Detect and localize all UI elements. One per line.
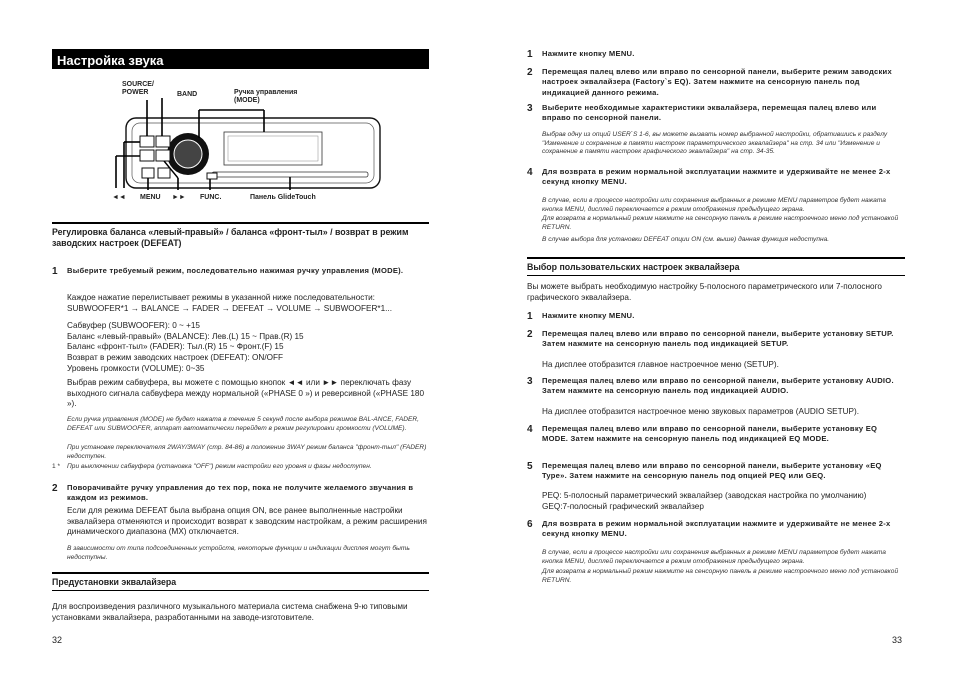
step-4	[527, 167, 905, 189]
user-eq-intro: Вы можете выбрать необходимую настройку 5-полосного параметрического или 7-полосного графического эквалайзера.	[527, 282, 882, 302]
step-text: Перемещая палец влево или вправо по сенсорной панели, выберите установку «EQ Type». Затем нажмите на сенсорную панель под опцией PEQ или GEQ.	[542, 461, 882, 481]
step-text: Нажмите кнопку MENU.	[542, 311, 635, 320]
step-3	[527, 103, 905, 125]
step-number: 3	[527, 103, 533, 114]
knob-label: Ручка управления (MODE)	[234, 89, 298, 105]
next-icon: ►►	[172, 194, 186, 201]
step-number: 3	[527, 376, 533, 387]
step-2	[527, 67, 905, 99]
step-number: 5	[527, 461, 533, 472]
step-number: 1	[527, 311, 533, 322]
step-6	[527, 519, 905, 541]
mode-ranges	[67, 321, 429, 374]
page-number: 32	[52, 635, 63, 645]
range-item: Баланс «фронт-тыл» (FADER): Тыл.(R) 15 ~ Фронт.(F) 15	[67, 342, 284, 352]
step-1	[527, 311, 905, 323]
step-text: Перемещая палец влево или вправо по сенсорной панели, выберите установку EQ MODE. Затем нажмите на сенсорную панель под индикацией EQ MODE.	[542, 424, 878, 444]
step-text: Перемещая палец влево или вправо по сенсорной панели, выберите режим заводских настроек эквалайзера (Factory`s EQ). Затем нажмите на сенсорную панель под индикацией данного режима.	[542, 67, 892, 97]
step-5	[527, 461, 905, 517]
step-number: 1	[52, 266, 58, 277]
menu-label: MENU	[140, 194, 161, 201]
preset-text: Для воспроизведения различного музыкального материала система снабжена 9-ю типовыми установками эквалайзера, разработанными на заводе-изготовителе.	[52, 602, 408, 622]
note-mode-timeout: Если ручка управления (MODE) не будет нажата в течение 5 секунд после выбора режимов BAL-ANCE, FADER, DEFEAT или SUBWOOFER, аппарат автоматически перейдет в режим регулировки громкости (VOLUME).	[67, 416, 419, 432]
step-extra: На дисплее отобразится настроечное меню звуковых параметров (AUDIO SETUP).	[542, 407, 860, 416]
step-number: 6	[527, 519, 533, 530]
step-number: 4	[527, 424, 533, 435]
step-2	[527, 329, 905, 373]
note-user-presets: Выбрав одну из опций USER`S 1-6, вы можете вызвать номер выбранной настройки, обратившись к разделу "Изменение и сохранение в памяти настроек параметрического эквалайзера" на стр. 34 или "Изменение и сохранение в памяти настроек графического эквалайзера" на стр. 34-35.	[542, 131, 888, 156]
step-text: Для возврата в режим нормальной эксплуатации нажмите и удерживайте не менее 2-х секунд кнопку MENU.	[542, 167, 891, 187]
preset-heading: Предустановки эквалайзера	[52, 577, 177, 587]
step-text: Поворачивайте ручку управления до тех пор, пока не получите желаемого звучания в каждом из режимов.	[67, 483, 414, 503]
mode-sequence: Каждое нажатие перелистывает режимы в указанной ниже последовательности: SUBWOOFER*1 → BALANCE → FADER → DEFEAT → VOLUME → SUBWOOFER*1...	[67, 293, 392, 313]
step-extra: PEQ: 5-полосный параметрический эквалайзер (заводская настройка по умолчанию) GEQ:7-полосный графический эквалайзер	[542, 491, 867, 511]
step-number: 2	[527, 67, 533, 78]
defeat-paragraph: Если для режима DEFEAT была выбрана опция ON, все ранее выполненные настройки эквалайзера отменяются и происходит возврат к заводским настройкам, а режим расширения динамического диапазона (MX) отключается.	[67, 506, 427, 537]
footnote: При выключении сабвуфера (установка "OFF") режим настройки его уровня и фазы недоступен.	[67, 463, 372, 470]
step-number: 2	[52, 483, 58, 494]
divider	[52, 590, 429, 591]
divider	[527, 257, 905, 259]
note-compatibility: В зависимости от типа подсоединенных устройств, некоторые функции и индикации дисплея могут быть недоступны.	[67, 545, 410, 561]
glidetouch-label: Панель GlideTouch	[250, 194, 316, 201]
func-label: FUNC.	[200, 194, 222, 201]
page-right	[477, 0, 954, 674]
range-item: Возврат в режим заводских настроек (DEFEAT): ON/OFF	[67, 352, 283, 362]
step-text: Выберите необходимые характеристики эквалайзера, перемещая палец влево или вправо по сенсорной панели.	[542, 103, 877, 123]
note-glidetouch-return: Для возврата в нормальный режим нажмите на сенсорную панель в режиме настроечного меню под установкой RETURN.	[542, 215, 899, 231]
balance-subheading: Регулировка баланса «левый-правый» / баланса «фронт-тыл» / возврат в режим заводских настроек (DEFEAT)	[52, 227, 409, 249]
step-2	[52, 483, 429, 507]
step-text: Перемещая палец влево или вправо по сенсорной панели, выберите установку SETUP. Затем нажмите на сенсорную панель под индикацией SETUP.	[542, 329, 894, 349]
step-number: 1	[527, 49, 533, 60]
note-defeat: В случае выбора для установки DEFEAT опции ON (см. выше) данная функция недоступна.	[542, 236, 830, 243]
step-text: Нажмите кнопку MENU.	[542, 49, 635, 58]
step-1	[527, 49, 905, 61]
note-menu-return: В случае, если в процессе настройки или сохранения выбранных в режиме MENU параметров будет нажата кнопка MENU, дисплей переключается в режим отображения предыдущего экрана.	[542, 549, 886, 565]
step-extra: На дисплее отобразится главное настроечное меню (SETUP).	[542, 360, 779, 369]
note-2way-3way: При установке переключателя 2WAY/3WAY (стр. 84-86) в положение 3WAY режим баланса "фронт-тыл" (FADER) недоступен.	[67, 444, 427, 460]
step-4	[527, 424, 905, 456]
section-title: Настройка звука	[52, 49, 429, 69]
range-item: Баланс «левый-правый» (BALANCE): Лев.(L) 15 ~ Прав.(R) 15	[67, 331, 304, 341]
source-power-label: SOURCE/ POWER	[122, 81, 154, 97]
footnote-mark: 1 *	[52, 463, 61, 470]
note-menu-return: В случае, если в процессе настройки или сохранения выбранных в режиме MENU параметров будет нажата кнопка MENU, дисплей переключается в режим отображения предыдущего экрана.	[542, 197, 886, 213]
divider	[52, 572, 429, 574]
user-eq-heading: Выбор пользовательских настроек эквалайзера	[527, 262, 740, 272]
range-item: Сабвуфер (SUBWOOFER): 0 ~ +15	[67, 321, 200, 330]
step-number: 4	[527, 167, 533, 178]
step-1	[52, 266, 429, 286]
step-text: Выберите требуемый режим, последовательно нажимая ручку управления (MODE).	[67, 266, 404, 275]
phase-paragraph: Выбрав режим сабвуфера, вы можете с помощью кнопок ◄◄ или ►► переключать фазу выходного сигнала сабвуфера между нормальной («PHASE 0 ») и реверсивной («PHASE 180 »).	[67, 378, 425, 409]
prev-icon: ◄◄	[112, 194, 126, 201]
note-glidetouch-return: Для возврата в нормальный режим нажмите на сенсорную панель в режиме настроечного меню под установкой RETURN.	[542, 568, 899, 584]
step-text: Для возврата в режим нормальной эксплуатации нажмите и удерживайте не менее 2-х секунд кнопку MENU.	[542, 519, 891, 539]
range-item: Уровень громкости (VOLUME): 0~35	[67, 363, 205, 373]
page-number: 33	[892, 635, 903, 645]
divider	[527, 275, 905, 276]
head-unit-diagram	[52, 78, 429, 208]
divider	[52, 222, 429, 224]
step-3	[527, 376, 905, 420]
step-number: 2	[527, 329, 533, 340]
step-text: Перемещая палец влево или вправо по сенсорной панели, выберите установку AUDIO. Затем нажмите на сенсорную панель под индикацией AUDIO.	[542, 376, 894, 396]
band-label: BAND	[177, 91, 198, 98]
